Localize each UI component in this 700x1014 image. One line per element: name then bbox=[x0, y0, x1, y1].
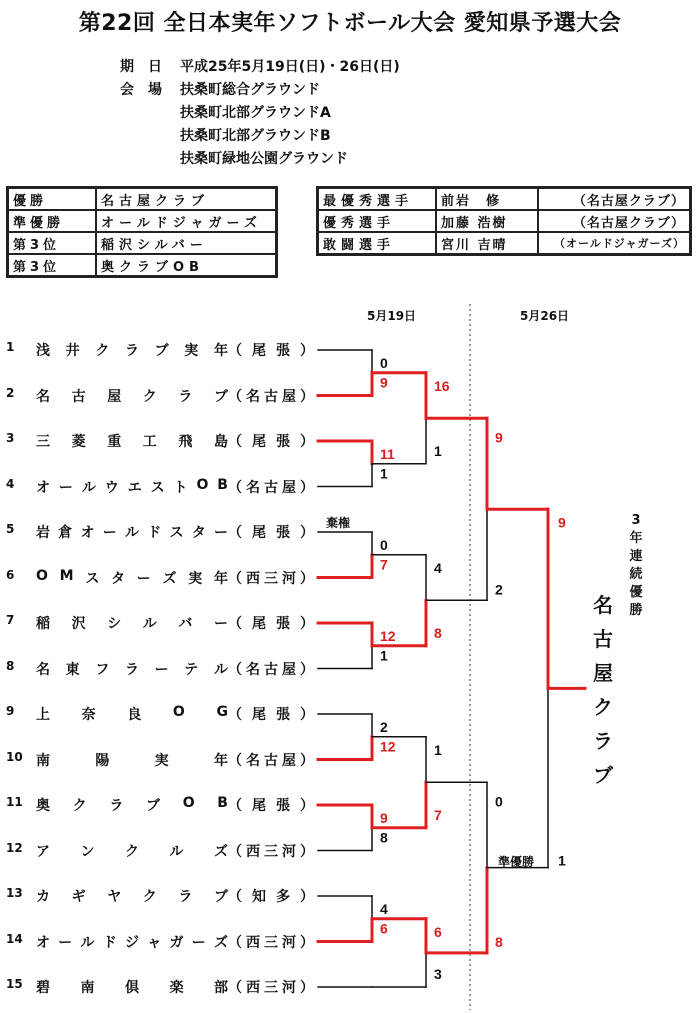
team-number: 6 bbox=[6, 567, 15, 582]
team-number: 12 bbox=[6, 840, 23, 855]
team-number: 11 bbox=[6, 795, 23, 809]
vertical-char: ク bbox=[593, 695, 613, 719]
score-label: 1 bbox=[380, 647, 388, 664]
forfeit-note: 棄権 bbox=[326, 516, 351, 530]
team-region: （ 尾 張 ） bbox=[228, 707, 314, 723]
team-number: 1 bbox=[6, 340, 15, 354]
score-label: 4 bbox=[380, 901, 388, 917]
score-label: 2 bbox=[495, 581, 503, 598]
score-label: 1 bbox=[434, 442, 442, 459]
venue-3: 扶桑町北部グラウンドB bbox=[180, 128, 331, 144]
team-number: 9 bbox=[6, 704, 15, 718]
vertical-char: 連 bbox=[629, 549, 643, 564]
date-value: 平成25年5月19日(日)・26日(日) bbox=[180, 59, 400, 75]
player-club: （名古屋クラブ） bbox=[538, 188, 690, 210]
team-name: 南 陽 実 年 bbox=[36, 752, 228, 769]
score-label: 11 bbox=[380, 446, 395, 462]
vertical-char: 名 bbox=[593, 593, 613, 617]
player-club: （オールドジャガーズ） bbox=[538, 232, 690, 254]
score-label: 0 bbox=[380, 537, 388, 553]
player-name: 宮川 吉晴 bbox=[436, 232, 538, 254]
score-label: 2 bbox=[380, 719, 388, 735]
team-number: 13 bbox=[6, 886, 23, 900]
score-label: 6 bbox=[434, 923, 442, 940]
team-region: （ 西 三 河 ） bbox=[228, 843, 314, 860]
score-label: 7 bbox=[434, 806, 442, 823]
team-region: （ 尾 張 ） bbox=[228, 616, 314, 632]
team-name: 奥 ク ラ ブ O B bbox=[36, 795, 228, 814]
score-label: 9 bbox=[495, 429, 503, 446]
runner-up-note: 準優勝 bbox=[498, 855, 535, 869]
team-region: （ 名 古 屋 ） bbox=[228, 661, 314, 678]
streak-label bbox=[626, 512, 646, 620]
team-number: 15 bbox=[6, 977, 23, 991]
vertical-char: 勝 bbox=[629, 603, 643, 618]
team-name: 名 東 フ ラ ー テ ル bbox=[36, 661, 228, 678]
team-region: （ 尾 張 ） bbox=[228, 798, 314, 814]
round2-date: 5月26日 bbox=[520, 309, 570, 323]
team-region: （ 西 三 河 ） bbox=[228, 570, 314, 587]
team-name: オ ー ル ド ジ ャ ガ ー ズ bbox=[36, 934, 228, 951]
vertical-char: ブ bbox=[593, 763, 613, 787]
team-name: オ ー ル ウ エ ス ト O B bbox=[36, 476, 228, 496]
result-value: 奥クラブOB bbox=[96, 254, 276, 276]
team-region: （ 知 多 ） bbox=[228, 889, 314, 905]
team-region: （ 名 古 屋 ） bbox=[228, 388, 314, 405]
team-name: 上 奈 良 O G bbox=[36, 704, 228, 723]
score-label: 12 bbox=[380, 738, 396, 755]
team-number: 10 bbox=[6, 749, 23, 764]
team-region: （ 尾 張 ） bbox=[228, 343, 314, 359]
score-label: 6 bbox=[380, 920, 388, 937]
score-label: 3 bbox=[434, 966, 442, 982]
team-region: （ 尾 張 ） bbox=[228, 525, 314, 541]
score-label: 0 bbox=[495, 793, 503, 810]
champion-label bbox=[588, 588, 618, 792]
venue-4: 扶桑町緑地公園グラウンド bbox=[180, 151, 348, 167]
team-number: 5 bbox=[6, 522, 15, 536]
score-label: 12 bbox=[380, 628, 396, 644]
player-award-label: 敢闘選手 bbox=[318, 232, 436, 254]
venue-2: 扶桑町北部グラウンドA bbox=[180, 105, 331, 121]
player-award-label: 優秀選手 bbox=[318, 210, 436, 232]
vertical-char: ラ bbox=[593, 729, 613, 753]
player-name: 前岩 修 bbox=[436, 188, 538, 210]
vertical-char: 続 bbox=[629, 567, 643, 582]
score-label: 9 bbox=[558, 514, 566, 531]
player-club: （名古屋クラブ） bbox=[538, 210, 690, 232]
result-value: オールドジャガーズ bbox=[96, 210, 276, 232]
team-name: 浅 井 ク ラ ブ 実 年 bbox=[36, 343, 228, 359]
team-name: 稲 沢 シ ル バ ー bbox=[36, 616, 228, 632]
round1-date: 5月19日 bbox=[367, 309, 417, 323]
score-label: 16 bbox=[434, 377, 450, 394]
venue-1: 扶桑町総合グラウンド bbox=[180, 82, 320, 98]
result-value: 名古屋クラブ bbox=[96, 188, 276, 210]
team-name: 三 菱 重 工 飛 島 bbox=[36, 434, 228, 450]
score-label: 1 bbox=[558, 852, 566, 869]
result-value: 稲沢シルバー bbox=[96, 232, 276, 254]
team-name: 名 古 屋 ク ラ ブ bbox=[36, 388, 228, 405]
score-label: 7 bbox=[380, 556, 388, 573]
team-number: 4 bbox=[6, 476, 15, 491]
bracket-scores bbox=[380, 355, 566, 982]
score-label: 8 bbox=[495, 933, 503, 950]
team-region: （ 名 古 屋 ） bbox=[228, 479, 314, 496]
score-label: 9 bbox=[380, 810, 388, 826]
team-name: 岩 倉 オ ー ル ド ス タ ー bbox=[36, 525, 228, 541]
score-label: 0 bbox=[380, 355, 388, 371]
team-name: O M ス タ ー ズ 実 年 bbox=[36, 567, 228, 587]
team-number: 7 bbox=[6, 613, 15, 627]
team-number: 2 bbox=[6, 385, 15, 400]
result-label: 第3位 bbox=[8, 254, 96, 276]
team-name: カ ギ ヤ ク ラ ブ bbox=[36, 889, 228, 905]
team-region: （ 西 三 河 ） bbox=[228, 980, 314, 996]
result-label: 準優勝 bbox=[8, 210, 96, 232]
team-region: （ 西 三 河 ） bbox=[228, 934, 314, 951]
page-title: 第22回 全日本実年ソフトボール大会 愛知県予選大会 bbox=[78, 11, 622, 36]
result-label: 第3位 bbox=[8, 232, 96, 254]
vertical-char: 古 bbox=[593, 627, 613, 651]
score-label: 4 bbox=[434, 559, 442, 576]
result-label: 優勝 bbox=[8, 188, 96, 210]
team-name: 碧 南 倶 楽 部 bbox=[36, 980, 228, 996]
team-number: 3 bbox=[6, 431, 15, 445]
vertical-char: 3 bbox=[631, 513, 641, 528]
score-label: 9 bbox=[380, 374, 388, 391]
score-label: 1 bbox=[380, 465, 388, 482]
bracket-lines bbox=[318, 350, 585, 987]
team-region: （ 尾 張 ） bbox=[228, 434, 314, 450]
venue-label: 会 場 bbox=[120, 82, 162, 98]
score-label: 8 bbox=[380, 829, 388, 846]
player-name: 加藤 浩樹 bbox=[436, 210, 538, 232]
team-number: 8 bbox=[6, 658, 15, 673]
vertical-char: 優 bbox=[629, 585, 643, 600]
vertical-char: 屋 bbox=[593, 661, 613, 685]
vertical-char: 年 bbox=[629, 531, 643, 546]
player-award-label: 最優秀選手 bbox=[318, 188, 436, 210]
team-number: 14 bbox=[6, 931, 23, 946]
score-label: 1 bbox=[434, 741, 442, 758]
date-label: 期 日 bbox=[120, 59, 162, 75]
team-region: （ 名 古 屋 ） bbox=[228, 752, 314, 769]
team-name: ア ン ク ル ズ bbox=[36, 843, 228, 860]
score-label: 8 bbox=[434, 624, 442, 641]
